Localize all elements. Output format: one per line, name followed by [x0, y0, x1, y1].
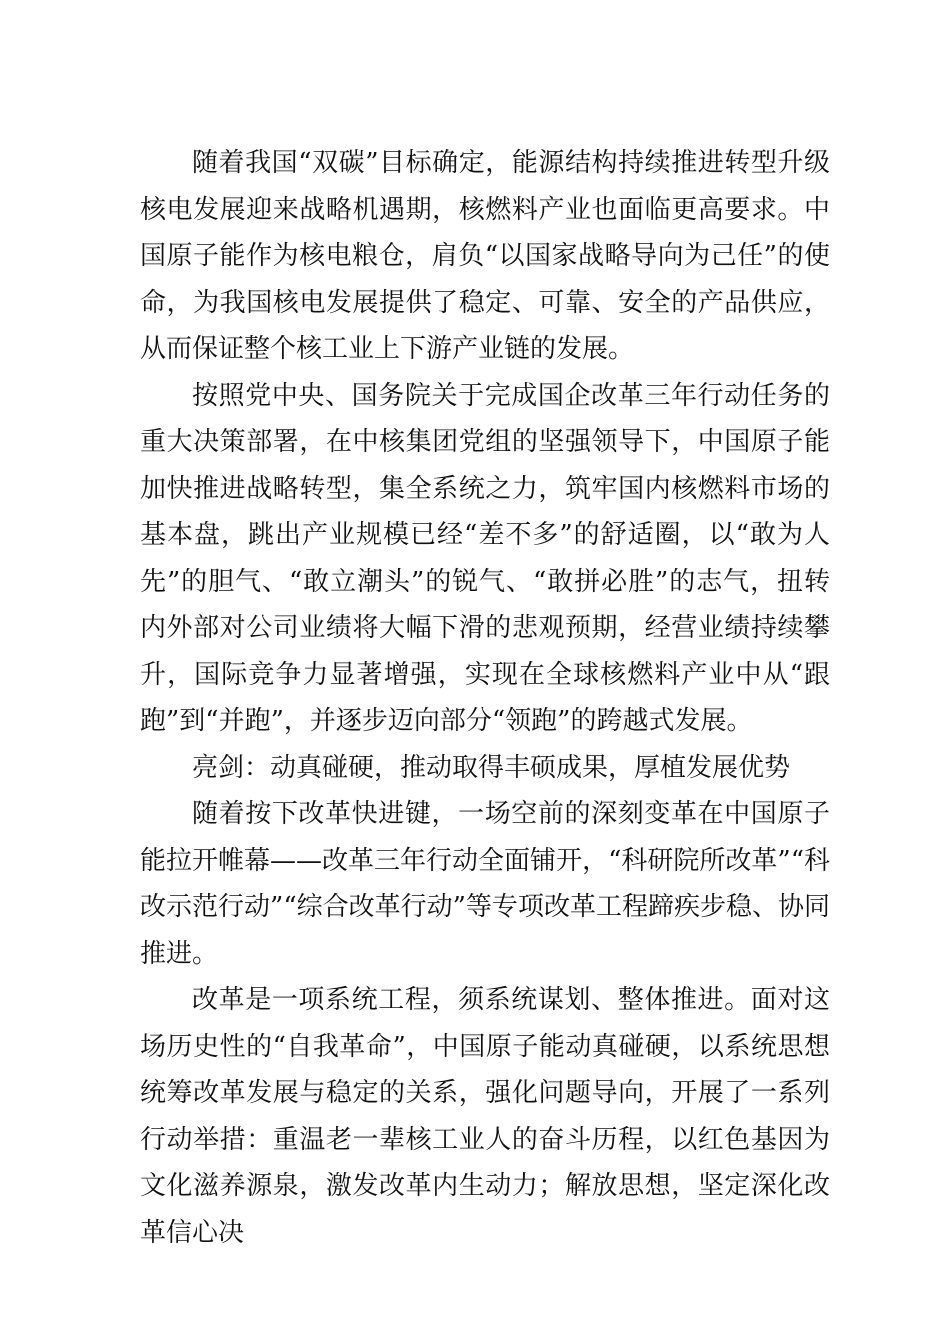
paragraph-system-engineering: 改革是一项系统工程，须系统谋划、整体推进。面对这场历史性的“自我革命”，中国原子能动真碰硬，以系统思想统筹改革发展与稳定的关系，强化问题导向，开展了一系列行动举措：重温老一辈核工业人的奋斗历程，以红色基因为文化滋养源泉，激发改革内生动力；解放思想，坚定深化改革信心决	[140, 985, 830, 1248]
paragraph-reform-launch: 随着按下改革快进键，一场空前的深刻变革在中国原子能拉开帷幕——改革三年行动全面铺开，“科研院所改革”“科改示范行动”“综合改革行动”等专项改革工程蹄疾步稳、协同推进。	[140, 799, 830, 969]
paragraph-dual-carbon: 随着我国“双碳”目标确定，能源结构持续推进转型升级核电发展迎来战略机遇期，核燃料产业也面临更高要求。中国原子能作为核电粮仓，肩负“以国家战略导向为己任”的使命，为我国核电发展提供了稳定、可靠、安全的产品供应，从而保证整个核工业上下游产业链的发展。	[140, 148, 830, 364]
section-heading: 亮剑：动真碰硬，推动取得丰硕成果，厚植发展优势	[192, 752, 791, 783]
document-body	[140, 140, 830, 1256]
paragraph-reform-deployment: 按照党中央、国务院关于完成国企改革三年行动任务的重大决策部署，在中核集团党组的坚强领导下，中国原子能加快推进战略转型，集全系统之力，筑牢国内核燃料市场的基本盘，跳出产业规模已经“差不多”的舒适圈，以“敢为人先”的胆气、“敢立潮头”的锐气、“敢拼必胜”的志气，扭转内外部对公司业绩将大幅下滑的悲观预期，经营业绩持续攀升，国际竞争力显著增强，实现在全球核燃料产业中从“跟跑”到“并跑”，并逐步迈向部分“领跑”的跨越式发展。	[140, 380, 830, 736]
